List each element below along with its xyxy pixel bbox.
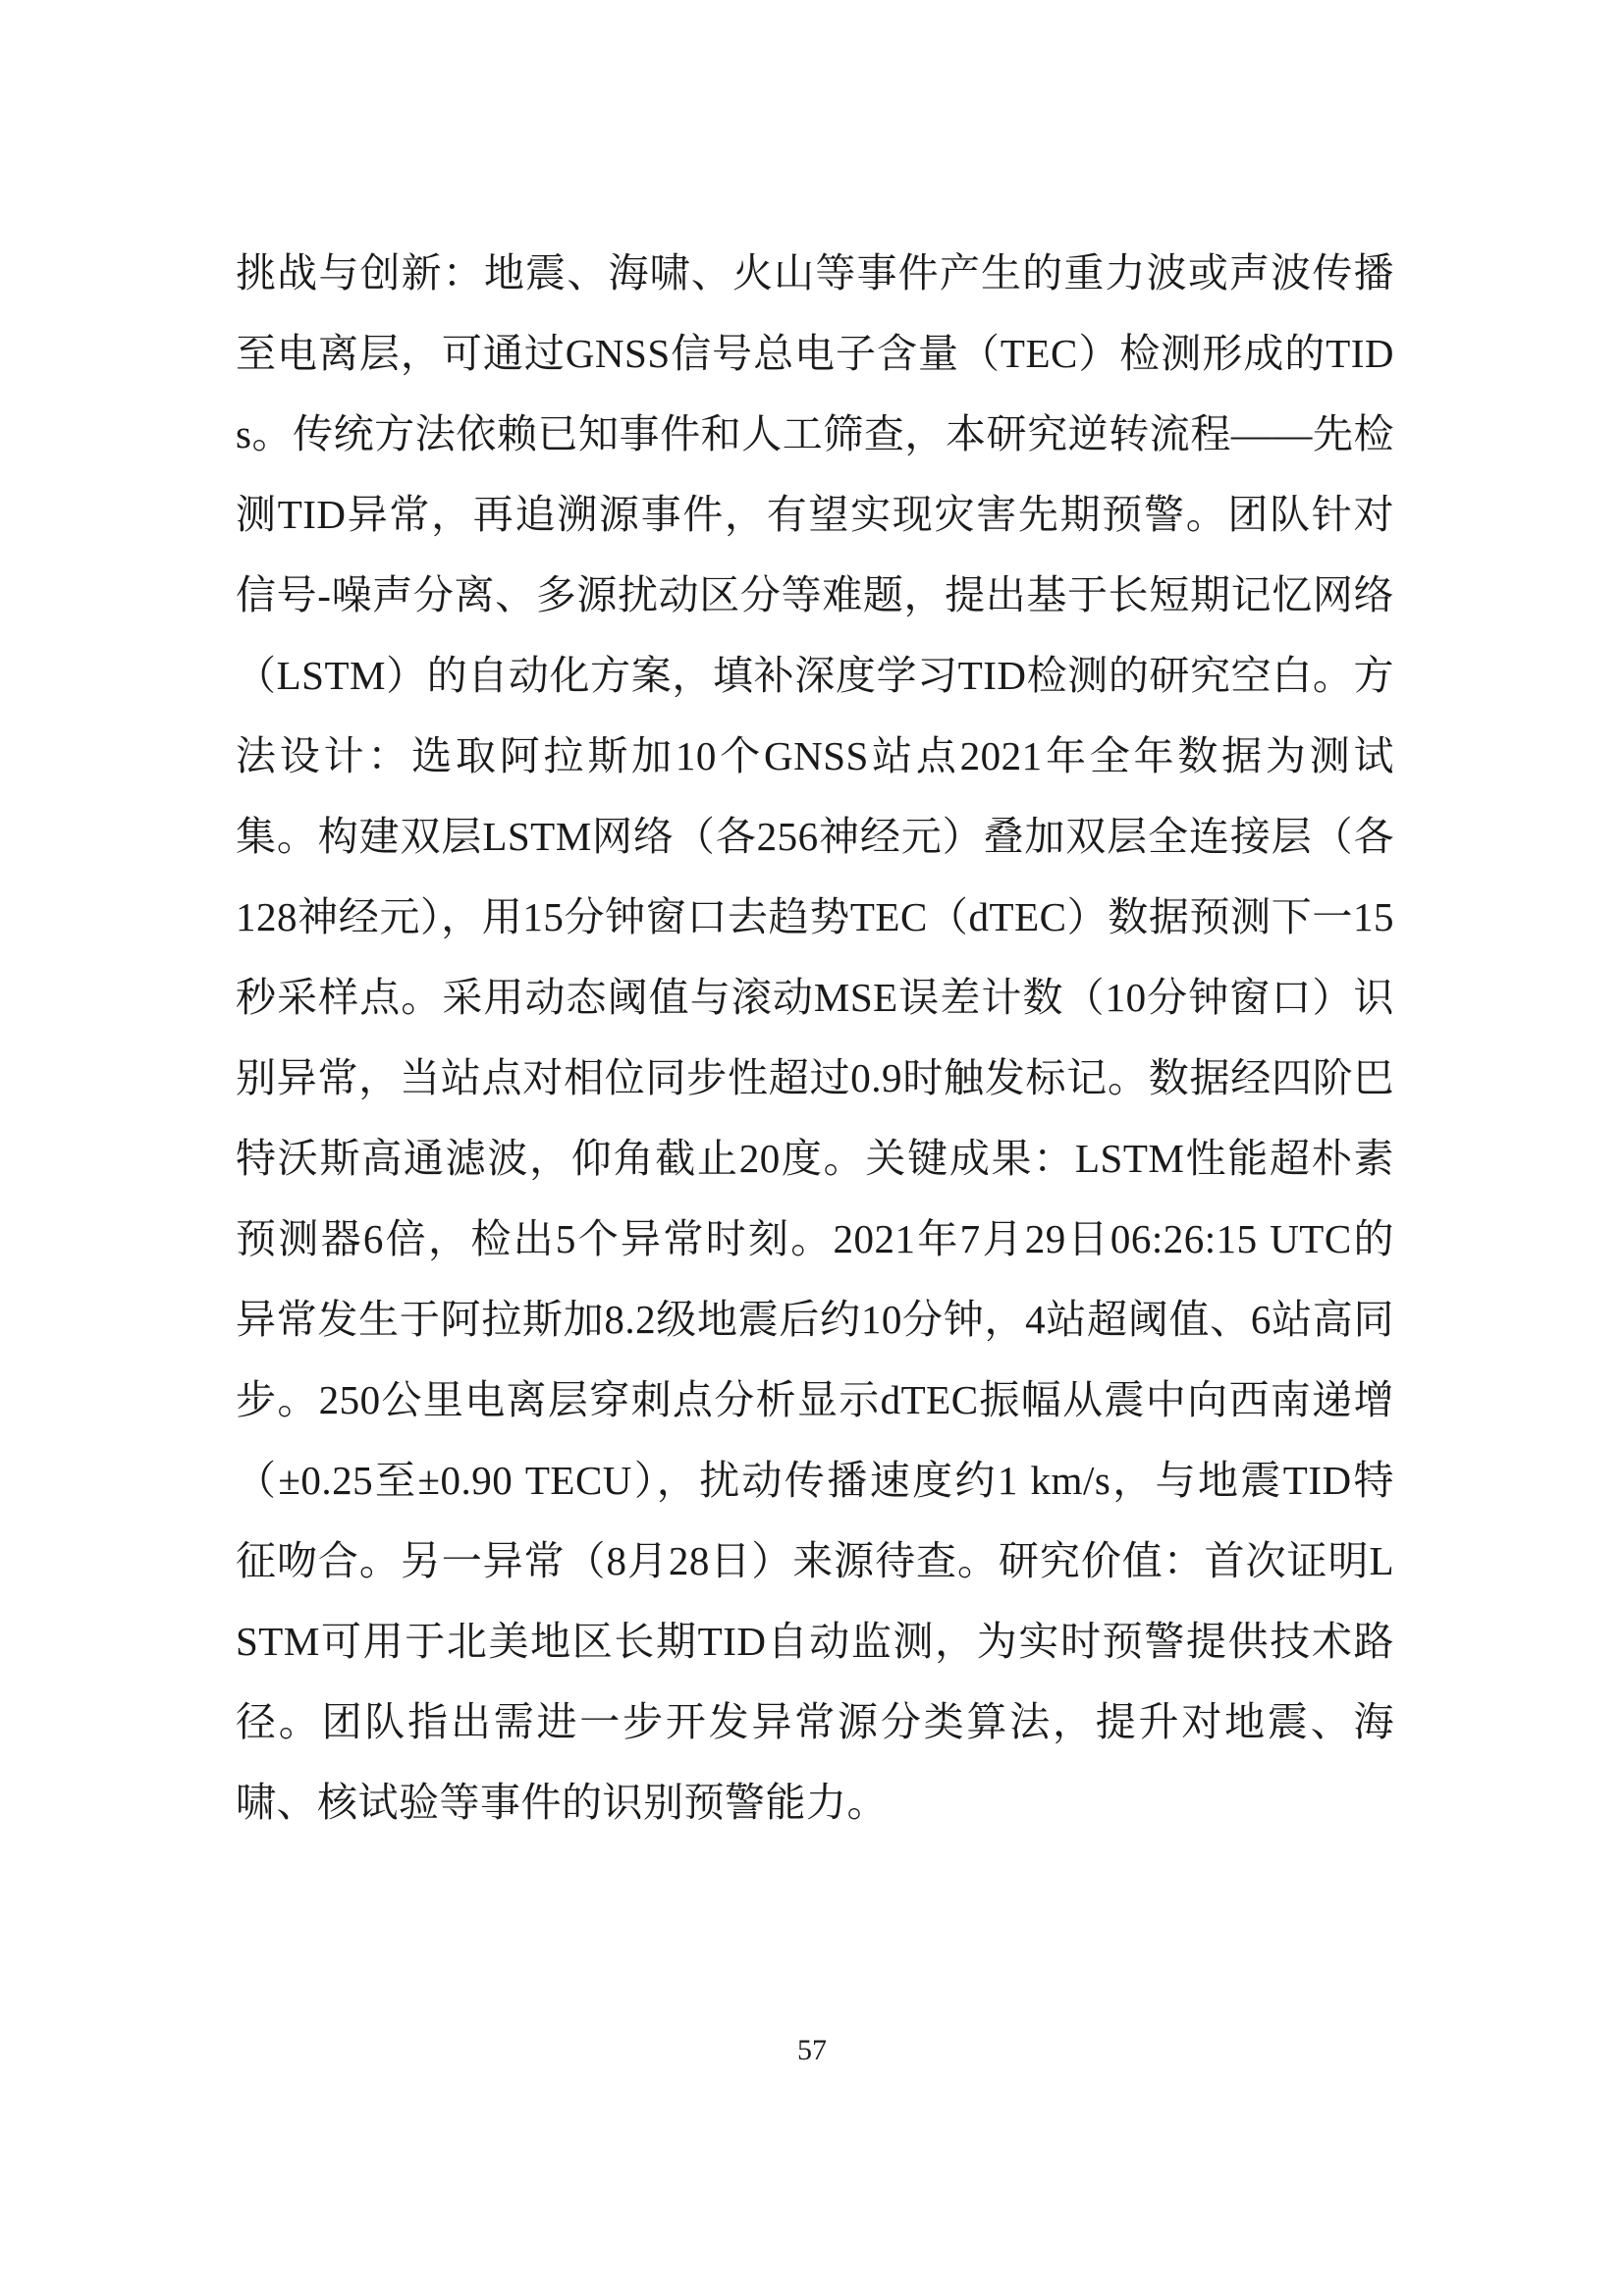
page-number: 57 xyxy=(797,2034,827,2066)
page-content xyxy=(236,192,1394,1883)
body-paragraph: 挑战与创新：地震、海啸、火山等事件产生的重力波或声波传播至电离层，可通过GNSS信号总电子含量（TEC）检测形成的TIDs。传统方法依赖已知事件和人工筛查，本研究逆转流程——先检测TID异常，再追溯源事件，有望实现灾害先期预警。团队针对信号-噪声分离、多源扰动区分等难题，提出基于长短期记忆网络（LSTM）的自动化方案，填补深度学习TID检测的研究空白。方法设计：选取阿拉斯加10个GNSS站点2021年全年数据为测试集。构建双层LSTM网络（各256神经元）叠加双层全连接层（各128神经元），用15分钟窗口去趋势TEC（dTEC）数据预测下一15秒采样点。采用动态阈值与滚动MSE误差计数（10分钟窗口）识别异常，当站点对相位同步性超过0.9时触发标记。数据经四阶巴特沃斯高通滤波，仰角截止20度。关键成果：LSTM性能超朴素预测器6倍，检出5个异常时刻。2021年7月29日06:26:15 UTC的异常发生于阿拉斯加8.2级地震后约10分钟，4站超阈值、6站高同步。250公里电离层穿刺点分析显示dTEC振幅从震中向西南递增（±0.25至±0.90 TECU），扰动传播速度约1 km/s，与地震TID特征吻合。另一异常（8月28日）来源待查。研究价值：首次证明LSTM可用于北美地区长期TID自动监测，为实时预警提供技术路径。团队指出需进一步开发异常源分类算法，提升对地震、海啸、核试验等事件的识别预警能力。 xyxy=(236,250,1394,1825)
